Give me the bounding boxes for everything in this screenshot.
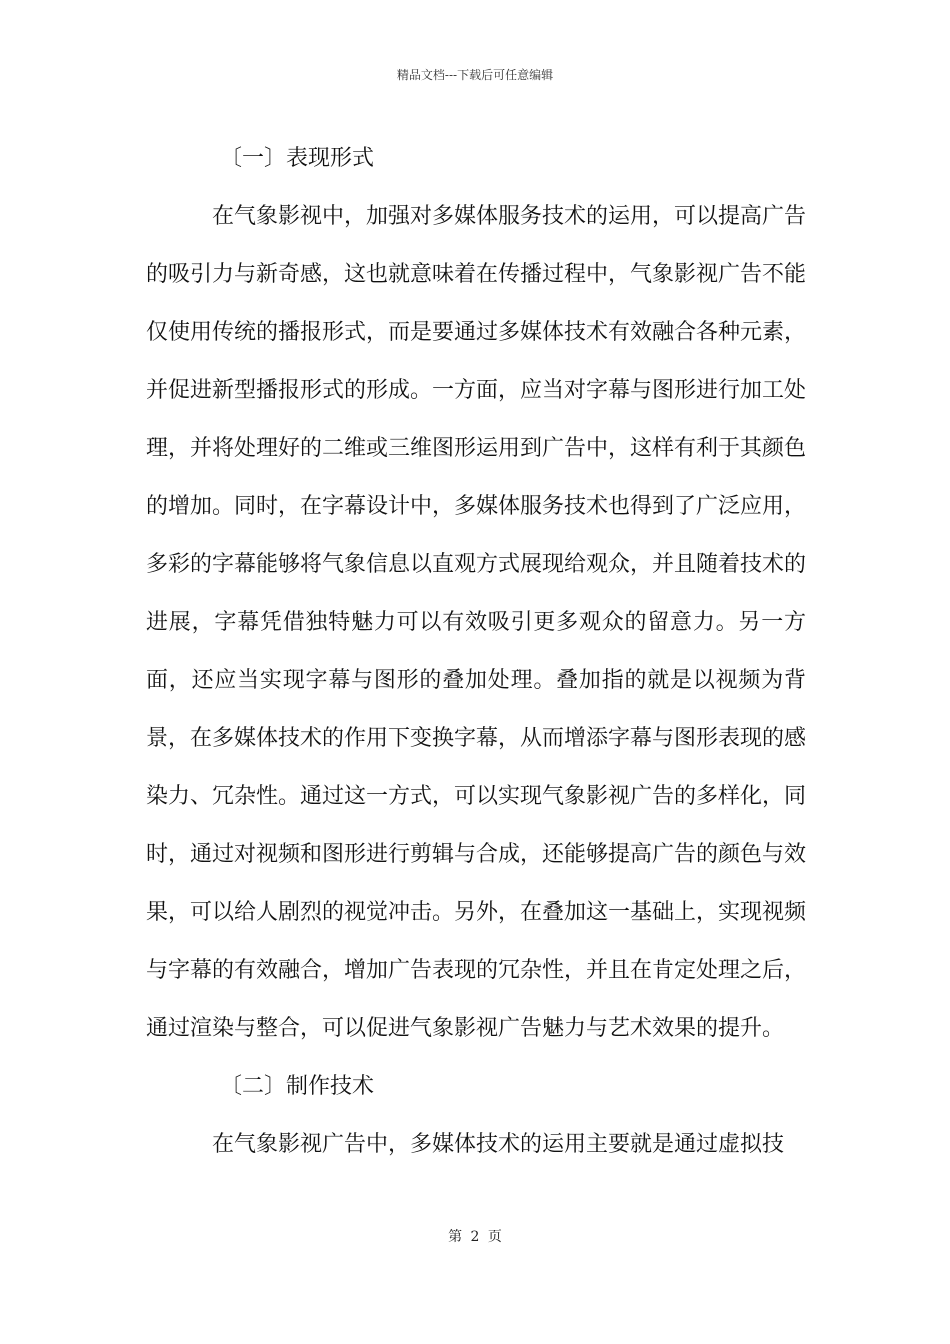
paragraph-1: 在气象影视中，加强对多媒体服务技术的运用，可以提高广告的吸引力与新奇感，这也就意味着在传播过程中，气象影视广告不能仅使用传统的播报形式，而是要通过多媒体技术有效融合各种元素，并促进新型播报形式的形成。一方面，应当对字幕与图形进行加工处理，并将处理好的二维或三维图形运用到广告中，这样有利于其颜色的增加。同时，在字幕设计中，多媒体服务技术也得到了广泛应用，多彩的字幕能够将气象信息以直观方式展现给观众，并且随着技术的进展，字幕凭借独特魅力可以有效吸引更多观众的留意力。另一方面，还应当实现字幕与图形的叠加处理。叠加指的就是以视频为背景，在多媒体技术的作用下变换字幕，从而增添字幕与图形表现的感染力、冗杂性。通过这一方式，可以实现气象影视广告的多样化，同时，通过对视频和图形进行剪辑与合成，还能够提高广告的颜色与效果，可以给人剧烈的视觉冲击。另外，在叠加这一基础上，实现视频与字幕的有效融合，增加广告表现的冗杂性，并且在肯定处理之后，通过渲染与整合，可以促进气象影视广告魅力与艺术效果的提升。 [146, 204, 807, 1041]
page-header: 精品文档---下载后可任意编辑 [396, 68, 554, 82]
section-heading-1: 〔一〕表现形式 [220, 146, 375, 171]
paragraph-2: 在气象影视广告中，多媒体技术的运用主要就是通过虚拟技 [212, 1132, 785, 1157]
page-number: 第 2 页 [448, 1229, 502, 1245]
document-body [146, 130, 806, 1174]
section-heading-2: 〔二〕制作技术 [220, 1074, 375, 1099]
